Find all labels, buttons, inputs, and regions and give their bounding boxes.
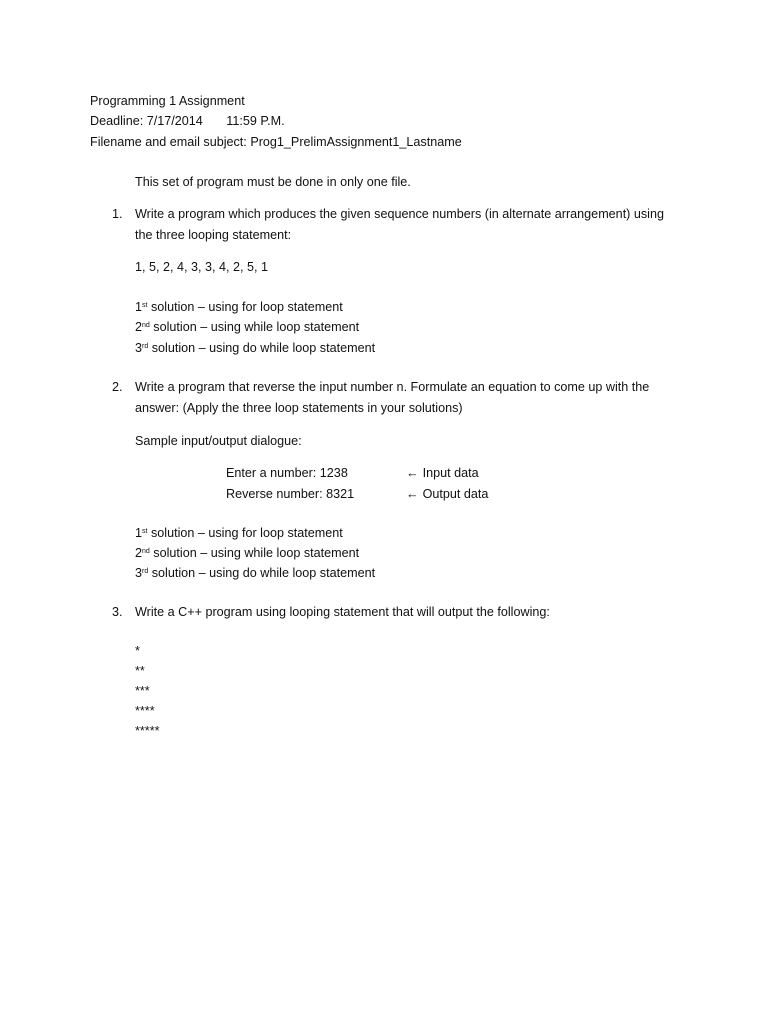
- ordinal-number: 2: [135, 546, 143, 560]
- q2-sample-label: Sample input/output dialogue:: [135, 434, 302, 448]
- filename-line: [90, 134, 462, 150]
- q2-number: 2.: [112, 380, 123, 394]
- ordinal-suffix: st: [142, 528, 148, 535]
- pattern-line-5: *****: [135, 724, 160, 738]
- deadline-label: Deadline:: [90, 114, 144, 128]
- left-arrow-icon: ←: [406, 487, 419, 501]
- q2-io-output: Reverse number: 8321: [226, 487, 355, 501]
- q2-solution-3: [135, 565, 375, 581]
- solution-text: solution – using for loop statement: [147, 526, 343, 540]
- filename-value: Prog1_PrelimAssignment1_Lastname: [250, 135, 462, 149]
- assignment-title: Programming 1 Assignment: [90, 94, 245, 108]
- note-text: Input data: [422, 466, 479, 480]
- deadline-line: [90, 113, 285, 129]
- ordinal-number: 1: [135, 526, 143, 540]
- note-text: Output data: [422, 487, 489, 501]
- q1-text-line1: Write a program which produces the given sequence numbers (in alternate arrangement) using: [135, 207, 664, 221]
- q1-text-line2: the three looping statement:: [135, 228, 292, 242]
- q2-io-input-note: [406, 465, 479, 481]
- q2-text-line1: Write a program that reverse the input number n. Formulate an equation to come up with the: [135, 380, 650, 394]
- q3-number: 3.: [112, 605, 123, 619]
- ordinal-suffix: nd: [142, 322, 150, 329]
- q3-text: Write a C++ program using looping statement that will output the following:: [135, 605, 550, 619]
- ordinal-number: 1: [135, 300, 143, 314]
- pattern-line-1: *: [135, 644, 140, 658]
- q2-io-output-note: [406, 486, 488, 502]
- ordinal-number: 3: [135, 566, 143, 580]
- ordinal-number: 3: [135, 341, 143, 355]
- q1-solution-2: [135, 319, 359, 335]
- ordinal-suffix: st: [142, 302, 148, 309]
- q1-sequence: 1, 5, 2, 4, 3, 3, 4, 2, 5, 1: [135, 260, 269, 274]
- q1-solution-3: [135, 340, 375, 356]
- solution-text: solution – using do while loop statement: [148, 566, 376, 580]
- pattern-line-4: ****: [135, 704, 155, 718]
- q1-number: 1.: [112, 207, 123, 221]
- ordinal-number: 2: [135, 320, 143, 334]
- solution-text: solution – using do while loop statement: [148, 341, 376, 355]
- solution-text: solution – using while loop statement: [149, 546, 360, 560]
- pattern-line-2: **: [135, 664, 145, 678]
- q2-solution-2: [135, 545, 359, 561]
- solution-text: solution – using for loop statement: [147, 300, 343, 314]
- ordinal-suffix: rd: [142, 568, 149, 575]
- solution-text: solution – using while loop statement: [149, 320, 360, 334]
- left-arrow-icon: ←: [406, 466, 419, 480]
- q2-text-line2: answer: (Apply the three loop statements in your solutions): [135, 401, 463, 415]
- deadline-time: 11:59 P.M.: [226, 114, 285, 128]
- q2-solution-1: [135, 525, 343, 541]
- q2-io-input: Enter a number: 1238: [226, 466, 348, 480]
- filename-label: Filename and email subject:: [90, 135, 247, 149]
- deadline-date: 7/17/2014: [146, 114, 203, 128]
- ordinal-suffix: nd: [142, 548, 150, 555]
- ordinal-suffix: rd: [142, 343, 149, 350]
- q1-solution-1: [135, 299, 343, 315]
- intro-text: This set of program must be done in only one file.: [135, 175, 411, 189]
- pattern-line-3: ***: [135, 684, 150, 698]
